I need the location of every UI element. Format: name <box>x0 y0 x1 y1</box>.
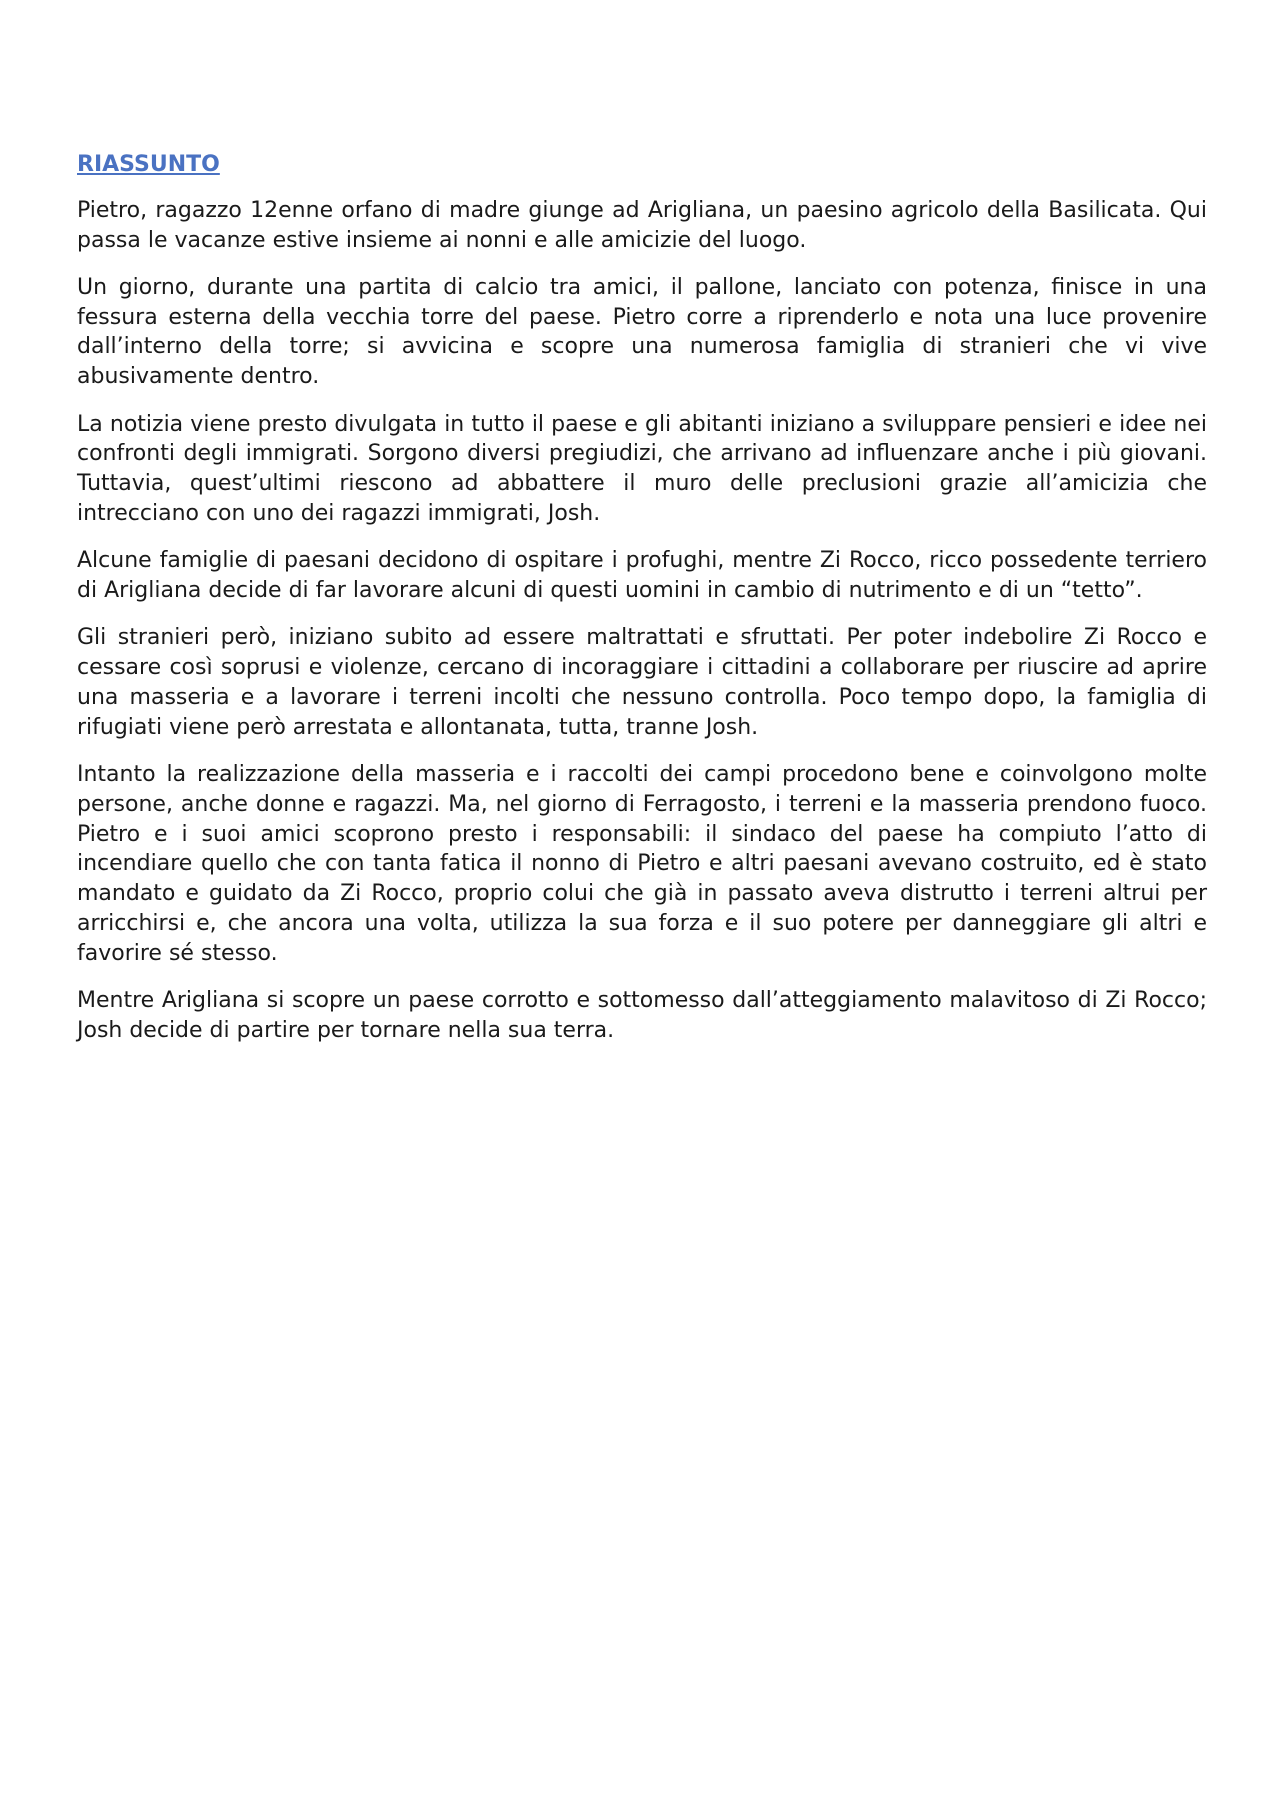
paragraph-3: La notizia viene presto divulgata in tutto il paese e gli abitanti iniziano a sviluppare pensieri e idee nei confronti degli immigrati. Sorgono diversi pregiudizi, che arrivano ad influenzare anche i più giovani. Tuttavia, quest’ultimi riescono ad abbattere il muro delle preclusioni grazie all’amicizia che intrecciano con uno dei ragazzi immigrati, Josh. <box>77 411 1207 526</box>
paragraph-4: Alcune famiglie di paesani decidono di ospitare i profughi, mentre Zi Rocco, ricco possedente terriero di Arigliana decide di far lavorare alcuni di questi uomini in cambio di nutrimento e di un “tetto”. <box>77 548 1207 604</box>
document-title: RIASSUNTO <box>77 152 220 177</box>
paragraph-2: Un giorno, durante una partita di calcio tra amici, il pallone, lanciato con potenza, finisce in una fessura esterna della vecchia torre del paese. Pietro corre a riprenderlo e nota una luce provenire dall’interno della torre; si avvicina e scopre una numerosa famiglia di stranieri che vi vive abusivamente dentro. <box>77 274 1207 390</box>
paragraph-5: Gli stranieri però, iniziano subito ad essere maltrattati e sfruttati. Per poter indebolire Zi Rocco e cessare così soprusi e violenze, cercano di incoraggiare i cittadini a collaborare per riuscire ad aprire una masseria e a lavorare i terreni incolti che nessuno controlla. Poco tempo dopo, la famiglia di rifugiati viene però arrestata e allontanata, tutta, tranne Josh. <box>77 625 1207 740</box>
paragraph-7: Mentre Arigliana si scopre un paese corrotto e sottomesso dall’atteggiamento malavitoso di Zi Rocco; Josh decide di partire per tornare nella sua terra. <box>77 988 1207 1043</box>
paragraph-1: Pietro, ragazzo 12enne orfano di madre giunge ad Arigliana, un paesino agricolo della Basilicata. Qui passa le vacanze estive insieme ai nonni e alle amicizie del luogo. <box>77 197 1207 253</box>
paragraph-6: Intanto la realizzazione della masseria e i raccolti dei campi procedono bene e coinvolgono molte persone, anche donne e ragazzi. Ma, nel giorno di Ferragosto, i terreni e la masseria prendono fuoco. Pietro e i suoi amici scoprono presto i responsabili: il sindaco del paese ha compiuto l’atto di incendiare quello che con tanta fatica il nonno di Pietro e altri paesani avevano costruito, ed è stato mandato e guidato da Zi Rocco, proprio colui che già in passato aveva distrutto i terreni altrui per arricchirsi e, che ancora una volta, utilizza la sua forza e il suo potere per danneggiare gli altri e favorire sé stesso. <box>77 762 1207 966</box>
document-body <box>77 150 1207 1063</box>
